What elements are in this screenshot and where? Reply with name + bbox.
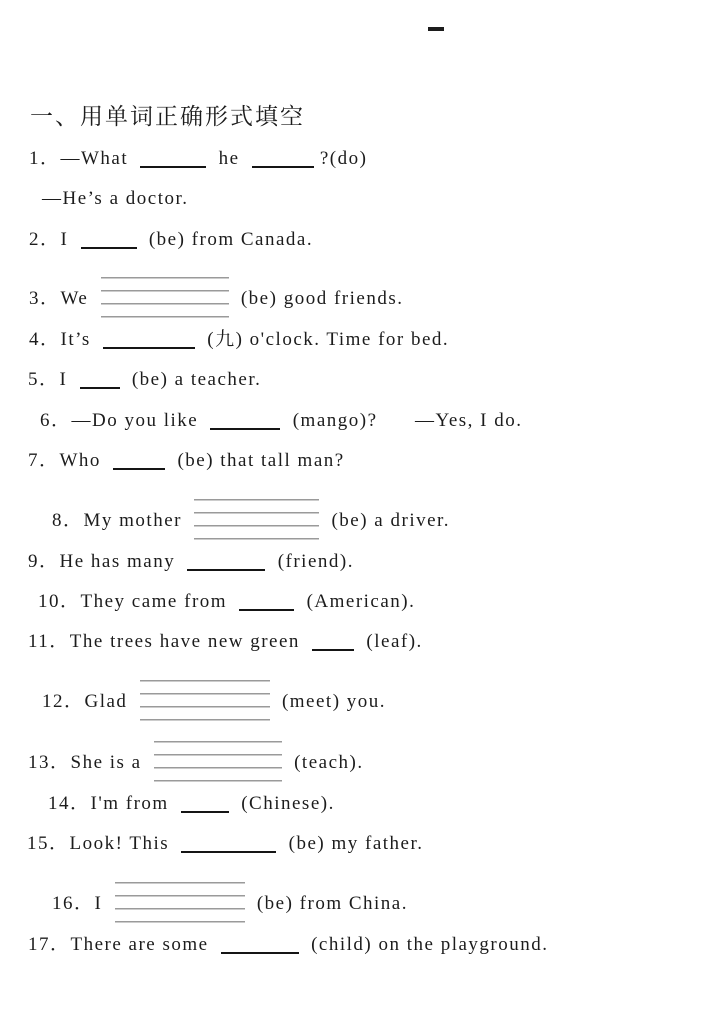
answer-blank [103,333,195,349]
answer-blank [181,837,276,853]
text-run: he [212,148,246,169]
text-run: 5．I [28,369,74,390]
exercise-item-2 [29,227,313,253]
exercise-item-10 [38,589,415,615]
text-run: 1．—What [29,148,135,169]
answer-blank [181,797,229,813]
exercise-item-12 [42,680,386,721]
text-run: 15．Look! This [27,833,176,854]
exercise-item-15 [27,831,424,857]
text-run: (meet) you. [275,691,387,712]
answer-blank [113,454,165,470]
text-run: 17．There are some [28,934,215,955]
text-run: 2．I [29,229,75,250]
answer-blank [221,938,299,954]
answer-blank-multiline [194,499,319,540]
exercise-item-7 [28,448,345,474]
exercise-item-4 [29,327,449,353]
text-run: (American). [300,591,416,612]
text-run: (be) a driver. [325,510,451,531]
text-run: 11．The trees have new green [28,631,307,652]
exercise-item-1-answer [42,186,189,212]
text-run: —He’s a doctor. [42,188,189,209]
text-run: 16．I [52,893,109,914]
text-run: (be) good friends. [234,288,404,309]
text-run: (be) from China. [250,893,408,914]
exercise-item-13 [28,741,364,782]
text-run: (be) a teacher. [125,369,262,390]
text-run: (be) from Canada. [142,229,314,250]
text-run: 4．It’s [29,329,98,350]
answer-blank-multiline [115,882,245,923]
exercise-item-17 [28,932,549,958]
text-run: (Chinese). [234,793,335,814]
answer-blank [140,152,206,168]
answer-blank-multiline [154,741,282,782]
exercise-item-11 [28,629,423,655]
text-run: 3．We [29,288,95,309]
text-run: (be) that tall man? [171,450,345,471]
text-run: (friend). [271,551,354,572]
answer-blank [81,233,137,249]
text-run: 6．—Do you like [40,410,205,431]
answer-blank-multiline [140,680,270,721]
exercise-item-14 [48,791,335,817]
text-run: 14．I'm from [48,793,175,814]
text-run: 12．Glad [42,691,134,712]
text-run: (child) on the playground. [304,934,549,955]
answer-blank [210,414,280,430]
page-dash-icon [428,27,444,31]
exercise-item-3 [29,277,403,318]
exercise-item-5 [28,367,261,393]
text-run: (be) my father. [282,833,424,854]
answer-blank [187,555,265,571]
text-run: (teach). [287,752,364,773]
answer-blank [252,152,314,168]
exercise-item-1 [29,146,367,172]
text-run: ?(do) [319,148,368,169]
exercise-item-8 [52,499,450,540]
text-run: 8．My mother [52,510,189,531]
answer-blank-multiline [101,277,229,318]
answer-blank [80,373,120,389]
text-run: 13．She is a [28,752,148,773]
exercise-item-6 [40,408,523,434]
text-run: 9．He has many [28,551,182,572]
text-run: (leaf). [360,631,423,652]
exercise-item-9 [28,549,354,575]
exercise-item-16 [52,882,408,923]
answer-blank [239,595,294,611]
text-run: (九) o'clock. Time for bed. [201,329,450,350]
answer-blank [312,635,354,651]
section-title: 一、用单词正确形式填空 [30,104,305,129]
text-run: (mango)? —Yes, I do. [286,410,523,431]
text-run: 10．They came from [38,591,234,612]
text-run: 7．Who [28,450,108,471]
